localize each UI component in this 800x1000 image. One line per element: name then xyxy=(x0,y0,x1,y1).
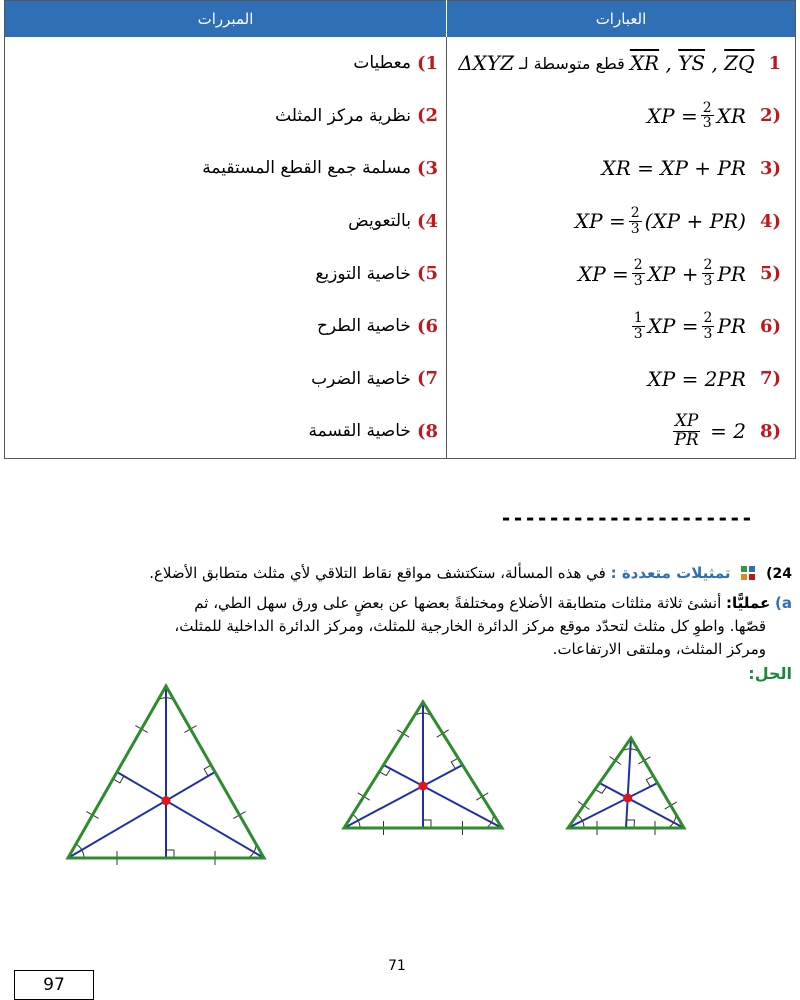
separator-line: --------------------- xyxy=(500,506,753,530)
reason-row-4: 4) بالتعويض xyxy=(348,210,438,232)
part-a-line-2: قصّها. واطوِ كل مثلث لتحدّد موقع مركز الدائرة الخارجية للمثلث، ومركز الدائرة الداخلية للمثلث، xyxy=(174,617,766,635)
reason-row-7: 7) خاصية الضرب xyxy=(311,368,438,390)
small-triangle-center-point xyxy=(623,794,632,803)
part-a-line-3: ومركز المثلث، وملتقى الارتفاعات. xyxy=(552,640,766,658)
part-a-label: عمليًّا: xyxy=(726,594,771,612)
multiple-representations-icon xyxy=(740,565,756,581)
large-triangle-median-2 xyxy=(68,772,215,858)
statement-row-8: (8 $\frac{XP}{PR}$ = 2 xyxy=(674,411,781,450)
page-number: 71 xyxy=(388,958,406,974)
part-a-line-1: a) عمليًّا: أنشئ ثلاثة مثلثات متطابقة الأضلاع ومختلفةً بعضها عن بعضٍ على ورق سهل الطي، ثم xyxy=(194,594,792,612)
statement-row-6: (6 $\frac{1}{3}$ XP = $\frac{2}{3}$ PR xyxy=(633,310,781,342)
reason-row-3: 3) مسلمة جمع القطع المستقيمة xyxy=(202,157,438,179)
reasons-header: المبررات xyxy=(5,1,447,38)
proof-table xyxy=(4,0,796,459)
statement-row-5: (5 XP = $\frac{2}{3}$ XP + $\frac{2}{3}$ PR xyxy=(577,257,781,290)
medium-triangle-center-point xyxy=(419,782,428,791)
statements-column xyxy=(447,37,796,458)
reason-row-2: 2) نظرية مركز المثلث xyxy=(275,105,438,127)
question-number: 24) xyxy=(766,566,792,582)
intro-text: في هذه المسألة، ستكتشف مواقع نقاط التلاقي لأي مثلث متطابق الأضلاع. xyxy=(149,564,606,582)
statements-header: العبارات xyxy=(447,1,796,38)
reason-row-6: 6) خاصية الطرح xyxy=(316,315,438,337)
large-triangle-center-point xyxy=(162,796,171,805)
statement-row-2: (2 XP = $\frac{2}{3}$ XR xyxy=(646,99,781,132)
statement-row-4: (4 XP = $\frac{2}{3}$ (XP + PR) xyxy=(574,204,781,237)
reason-row-8: 8) خاصية القسمة xyxy=(308,420,438,442)
triangle-figures xyxy=(0,680,800,880)
solution-label: الحل: xyxy=(748,664,792,683)
brand-label: تمثيلات متعددة : xyxy=(610,564,731,582)
statement-row-1: 1 $\overline{XR}$ , $\overline{YS}$ , $\overline{ZQ}$ قطع متوسطة لـ ΔXYZ xyxy=(458,51,781,76)
reason-row-5: 5) خاصية التوزيع xyxy=(315,263,438,285)
large-triangle-median-3 xyxy=(117,772,264,858)
statement-row-7: (7 XP = 2PR xyxy=(647,366,781,391)
statement-row-3: (3 XR = XP + PR xyxy=(601,156,781,181)
part-a-letter: a) xyxy=(775,594,792,612)
reasons-column xyxy=(5,37,447,458)
small-triangle-median-1 xyxy=(626,738,631,828)
statement-1-text: قطع متوسطة لـ xyxy=(519,53,625,73)
reason-row-1: 1) معطيات xyxy=(353,52,438,74)
question-intro xyxy=(0,562,792,585)
box-number: 97 xyxy=(14,970,94,1000)
